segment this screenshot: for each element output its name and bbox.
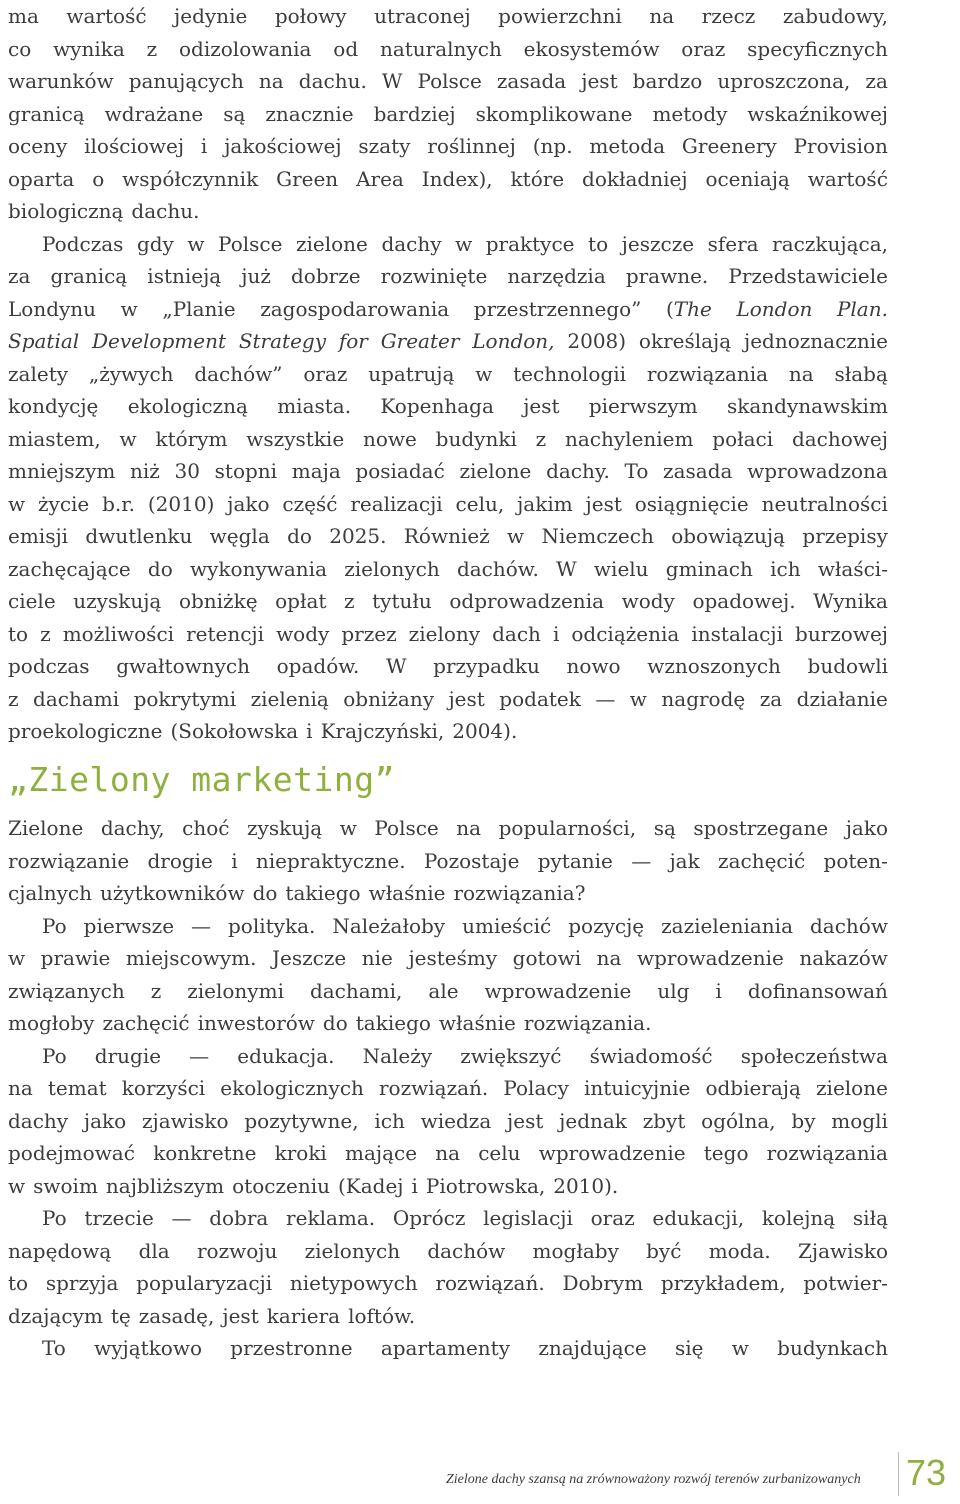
section-heading: „Zielony marketing” [8,760,395,799]
text-line: w swoim najbliższym otoczeniu (Kadej i Piotrowska, 2010). [8,1173,619,1198]
text-line: emisji dwutlenku węgla do 2025. Również w Niemczech obowiązują przepisy [8,524,888,548]
text-line: mniejszym niż 30 stopni maja posiadać zielone dachy. To zasada wprowadzona [8,459,888,483]
footer-divider [898,1452,899,1496]
text-line: na temat korzyści ekologicznych rozwiązań. Polacy intuicyjnie odbierają zielone [8,1076,888,1100]
text-line: Podczas gdy w Polsce zielone dachy w praktyce to jeszcze sfera raczkująca, [42,231,888,256]
text-line: oceny ilościowej i jakościowej szaty roślinnej (np. metoda Greenery Provision [8,134,888,158]
text-line: zachęcające do wykonywania zielonych dachów. W wielu gminach ich właści- [8,556,888,581]
text-line: mogłoby zachęcić inwestorów do takiego właśnie rozwiązania. [8,1011,652,1035]
text-line: związanych z zielonymi dachami, ale wprowadzenie ulg i dofinansowań [8,978,888,1003]
text-line: oparta o współczynnik Green Area Index), które dokładniej oceniają wartość [8,166,888,191]
text-line: to z możliwości retencji wody przez zielony dach i odciążenia instalacji burzowej [8,621,888,646]
running-footer: Zielone dachy szansą na zrównoważony rozwój terenów zurbanizowanych [446,1472,861,1487]
text-line: dzającym tę zasadę, jest kariera loftów. [8,1303,416,1328]
text-line: biologiczną dachu. [8,199,200,223]
text-line: Zielone dachy, choć zyskują w Polsce na popularności, są spostrzegane jako [8,816,888,840]
text-line: zalety „żywych dachów” oraz upatrują w technologii rozwiązania na słabą [8,361,888,386]
text-line: proekologiczne (Sokołowska i Krajczyński, 2004). [8,719,518,743]
text-line: kondycję ekologiczną miasta. Kopenhaga jest pierwszym skandynawskim [8,394,888,418]
text-line: Londynu w „Planie zagospodarowania przestrzennego” (The London Plan. [8,296,888,321]
text-line: podejmować konkretne kroki mające na celu wprowadzenie tego rozwiązania [8,1141,888,1165]
text-line: Po drugie — edukacja. Należy zwiększyć świadomość społeczeństwa [42,1043,888,1068]
text-line: To wyjątkowo przestronne apartamenty znajdujące się w budynkach [42,1336,888,1360]
text-line: w prawie miejscowym. Jeszcze nie jesteśmy gotowi na wprowadzenie nakazów [8,946,888,970]
text-line: w życie b.r. (2010) jako część realizacji celu, jakim jest osiągnięcie neutralności [8,491,888,516]
text-line: dachy jako zjawisko pozytywne, ich wiedza jest jednak zbyt ogólna, by mogli [8,1108,888,1133]
page-number: 73 [906,1452,947,1493]
body-text-top [8,0,888,748]
text-line: ciele uzyskują obniżkę opłat z tytułu odprowadzenia wody opadowej. Wynika [8,589,888,613]
text-line: Po pierwsze — polityka. Należałoby umieścić pozycję zazieleniania dachów [42,913,888,938]
text-line: ma wartość jedynie połowy utraconej powierzchni na rzecz zabudowy, [8,4,888,28]
text-line: Spatial Development Strategy for Greater London, 2008) określają jednoznacznie [8,329,888,353]
text-line: Po trzecie — dobra reklama. Oprócz legislacji oraz edukacji, kolejną siłą [42,1206,888,1230]
text-line: to sprzyja popularyzacji nietypowych rozwiązań. Dobrym przykładem, potwier- [8,1271,888,1295]
text-line: za granicą istnieją już dobrze rozwinięte narzędzia prawne. Przedstawiciele [8,264,888,288]
text-line: co wynika z odizolowania od naturalnych ekosystemów oraz specyficznych [8,36,888,61]
text-line: rozwiązanie drogie i niepraktyczne. Pozostaje pytanie — jak zachęcić poten- [8,848,888,873]
text-line: cjalnych użytkowników do takiego właśnie rozwiązania? [8,881,586,905]
text-line: granicą wdrażane są znacznie bardziej skomplikowane metody wskaźnikowej [8,101,888,126]
text-line: z dachami pokrytymi zielenią obniżany jest podatek — w nagrodę za działanie [8,686,888,711]
text-line: napędową dla rozwoju zielonych dachów mogłaby być moda. Zjawisko [8,1238,888,1263]
body-text-bottom [8,812,888,1365]
text-line: miastem, w którym wszystkie nowe budynki z nachyleniem połaci dachowej [8,426,888,451]
text-line: podczas gwałtownych opadów. W przypadku nowo wznoszonych budowli [8,654,888,678]
text-line: warunków panujących na dachu. W Polsce zasada jest bardzo uproszczona, za [8,69,888,93]
